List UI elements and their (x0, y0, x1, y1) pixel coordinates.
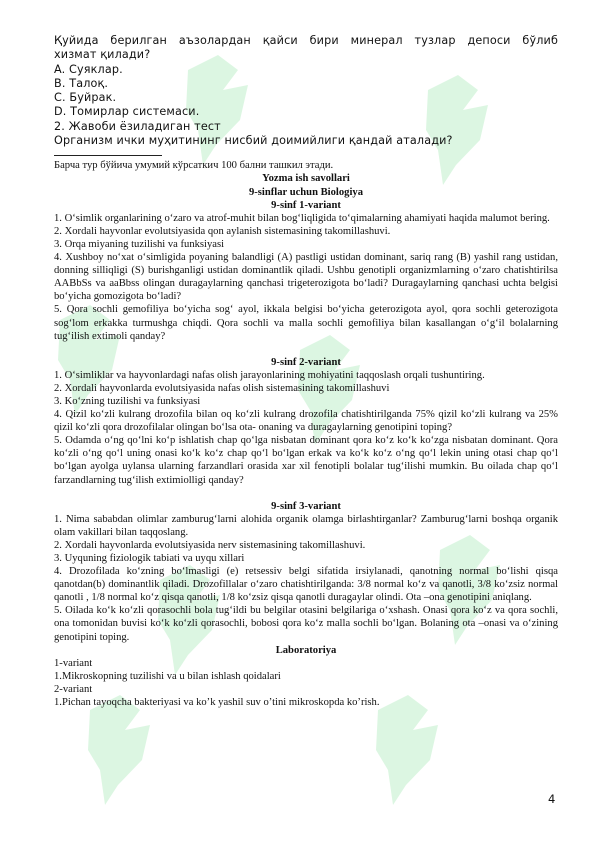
question-line: Организм ички муҳитининг нисбий доимийлиги қандай аталади? (54, 134, 453, 148)
question-item: 1. O‘simliklar va hayvonlardagi nafas olish jarayonlarining mohiyatini taqqoslash orqali tushuntiring. (54, 369, 485, 381)
question-item: 5. Qora sochli gemofiliya bo‘yicha sog‘ ayol, ikkala belgisi bo‘yicha geterozigota ayol, qora sochli geterozigota sog‘lom erkakka turmushga chiqdi. Qora sochli va malla sochli gemofiliya bilan kasallangan o‘g‘il bolalarning tug‘ilish extimoli qanday? (54, 304, 558, 342)
question-item: 3. Orqa miyaning tuzilishi va funksiyasi (54, 238, 225, 250)
page-number: 4 (548, 792, 556, 806)
question-item: 4. Qizil ko‘zli kulrang drozofila bilan oq ko‘zli kulrang drozofila chatishtirilganda 75% qizil ko‘zli kulrang va 25% qizil ko‘zli qora drozofilalar olingan bo‘lsa ota- onaning va duragaylarning genotipini toping? (54, 409, 558, 434)
score-note: Барча тур бўйича умумий кўрсаткич 100 бални ташкил этади. (54, 160, 334, 172)
lab-item: 1.Pichan tayoqcha bakteriyasi va ko’k yashil suv o’tini mikroskopda ko’rish. (54, 697, 380, 709)
answer-blank-line (54, 155, 162, 156)
question-item: 5. Odamda o‘ng qo‘lni ko‘p ishlatish chap qo‘lga nisbatan dominant qora ko‘z ko‘k ko‘zga nisbatan dominant. Qora ko‘zli o‘ng qo‘l uning onasi ko‘k ko‘z chap qo‘l bo‘lgan erkak va ko‘k ko‘z o‘ng qo‘l lekin uning otasi chap qo‘l bo‘lgan ayolga uylansa ularning farzandlari orasida xar xil fenotipli bolalar tug‘ilishi mumkin. Bu oilada chap qo‘l farzandlarning tug‘ilish extimiolligi qanday? (54, 435, 558, 486)
lab-item: 1.Mikroskopning tuzilishi va u bilan ishlash qoidalari (54, 670, 281, 682)
answer-option: C. Буйрак. (54, 91, 117, 105)
question-item: 4. Drozofilada ko‘zning bo‘lmasligi (e) retsessiv belgi sifatida irsiylanadi, qanotning normal bo‘lishi qisqa qanotdan(b) dominantlik qiladi. Drozofillalar o‘zaro chatishtirilganda: 3/8 normal ko‘z va qanotli, 3/8 ko‘zsiz normal qanotli , 1/8 normal ko‘z qisqa qanotli, 1/8 ko‘zsiz qisqa qanotli duragaylar olindi. Ota –ona genotipini aniqlang. (54, 566, 558, 604)
question-item: 2. Xordali hayvonlarda evolutsiyasida nafas olish sistemasining takomillashuvi (54, 382, 390, 394)
heading-written-questions: Yozma ish savollari (262, 173, 350, 185)
top-questions-block (54, 34, 558, 156)
section-label: 2. Жавоби ёзиладиган тест (54, 119, 221, 133)
question-item: 5. Oilada ko‘k ko‘zli qorasochli bola tug‘ildi bu belgilar otasini belgilariga o‘xshash. Onasi qora ko‘z va qora sochli, ona tomonidan buvisi ko‘k ko‘zli qorasochli, bobosi qora ko‘z malla sochli bo‘lgan. Bolaning ota –onasi va o‘zining genotipini toping. (54, 605, 558, 643)
question-line: Қуйида берилган аъзолардан қайси бири минерал тузлар депоси бўлиб (54, 34, 558, 47)
written-questions-block (54, 159, 558, 709)
question-item: 1. Nima sababdan olimlar zamburug‘larni alohida organik olamga birlashtirganlar? Zamburug‘larni boshqa organik olam vakillari bilan taqqoslang. (54, 513, 558, 538)
lab-variant-label: 2-variant (54, 683, 93, 695)
variant-heading: 9-sinf 1-variant (271, 199, 341, 211)
variant-heading: 9-sinf 3-variant (271, 500, 341, 512)
answer-option: D. Томирлар системаси. (54, 105, 200, 119)
question-item: 3. Ko‘zning tuzilishi va funksiyasi (54, 395, 201, 407)
question-item: 4. Xushboy no‘xat o‘simligida poyaning balandligi (A) pastligi ustidan dominant, sariq rang (B) yashil rang ustidan, donning silliqligi (S) burishganligi ustidan dominantlik qiladi. Ushbu genotipli organizmlarning o‘zaro chatishtirilsa AABbSs va aaBbss olingan duragaylarning qanchasi trigeterozigota bo‘ladi? Duragaylarning qanchasi uchta belgisi bo‘yicha gomozigota bo‘ladi? (54, 252, 558, 303)
heading-grade: 9-sinflar uchun Biologiya (248, 186, 363, 198)
variant-heading: 9-sinf 2-variant (271, 356, 341, 368)
answer-option: B. Талоқ. (54, 76, 109, 90)
answer-option: A. Суяклар. (54, 62, 123, 76)
lab-variant-label: 1-variant (54, 657, 93, 669)
question-item: 3. Uyquning fiziologik tabiati va uyqu xillari (54, 553, 245, 564)
question-item: 1. O‘simlik organlarining o‘zaro va atrof-muhit bilan bog‘liqligida to‘qimalarning ahamiyati haqida malumot bering. (54, 212, 550, 224)
question-line: хизмат қилади? (54, 48, 151, 62)
heading-laboratory: Laboratoriya (275, 644, 337, 656)
question-item: 2. Xordali hayvonlarda evolutsiyasida nerv sistemasining takomillashuvi. (54, 539, 366, 551)
question-item: 2. Xordali hayvonlar evolutsiyasida qon aylanish sistemasining takomillashuvi. (54, 225, 391, 237)
